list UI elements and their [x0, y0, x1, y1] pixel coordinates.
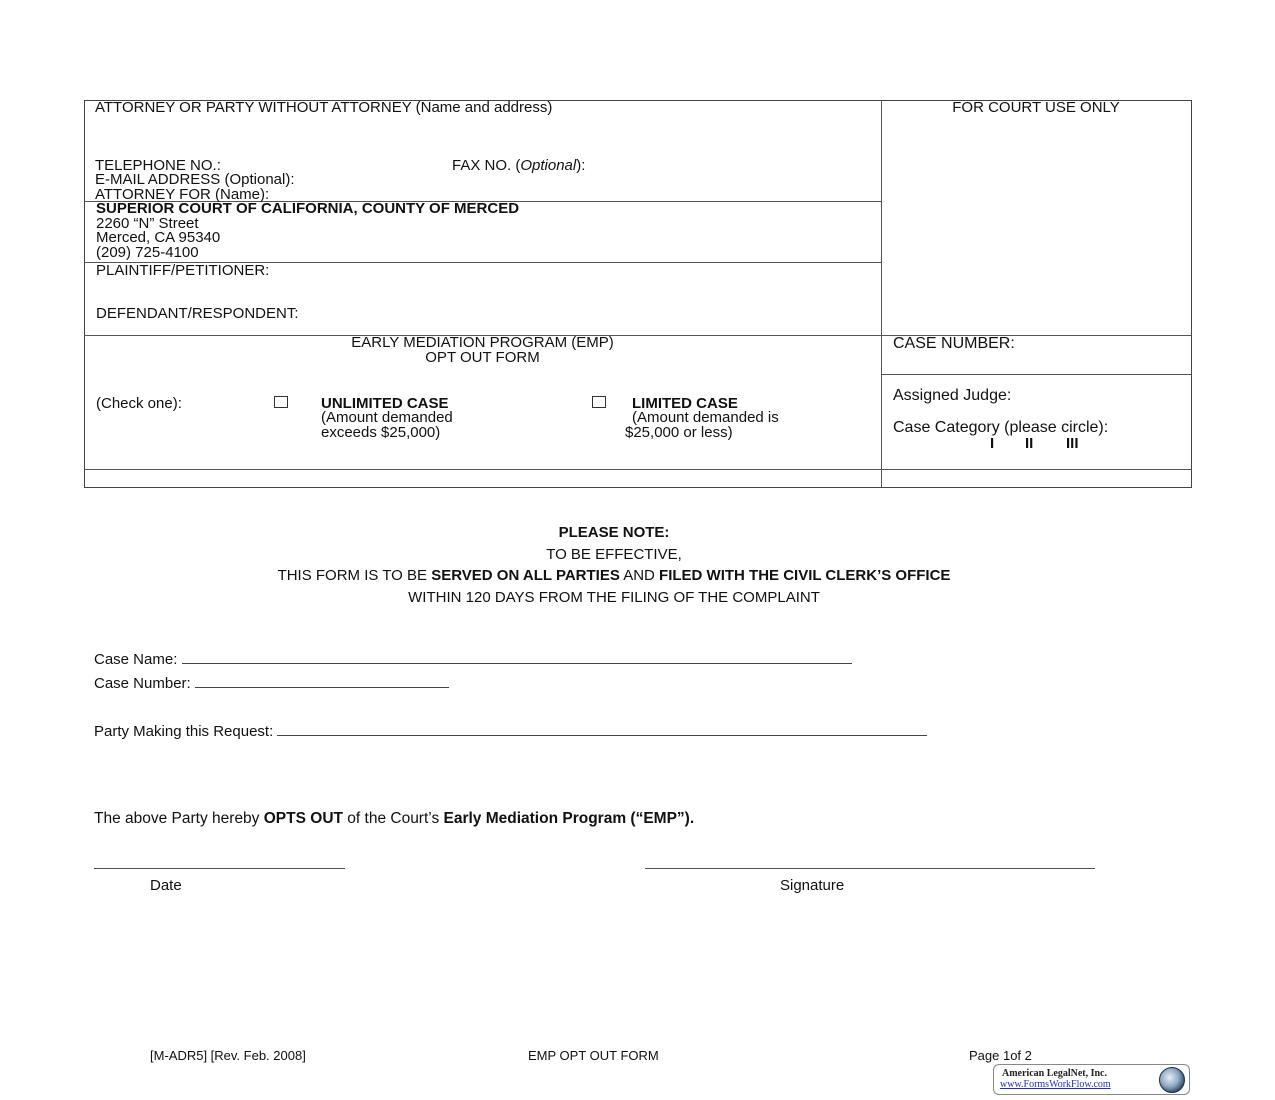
case-number-field [94, 675, 449, 692]
attorney-for-label: ATTORNEY FOR (Name): [95, 186, 270, 203]
court-name: SUPERIOR COURT OF CALIFORNIA, COUNTY OF MERCED [96, 200, 520, 217]
case-name-label: Case Name: [94, 651, 178, 668]
court-city: Merced, CA 95340 [96, 229, 221, 246]
notice-heading: PLEASE NOTE: [558, 524, 670, 541]
limited-case-title: LIMITED CASE [632, 395, 738, 412]
logo-website-link[interactable]: www.FormsWorkFlow.com [1000, 1079, 1111, 1090]
date-label: Date [150, 877, 182, 894]
defendant-label: DEFENDANT/RESPONDENT: [96, 305, 299, 322]
assigned-judge-label: Assigned Judge: [893, 387, 1012, 404]
signature-line[interactable] [645, 868, 1095, 869]
form-title-line1: EARLY MEDIATION PROGRAM (EMP) [351, 334, 614, 351]
unlimited-case-title: UNLIMITED CASE [321, 395, 449, 412]
court-use-only-label: FOR COURT USE ONLY [952, 99, 1120, 116]
case-category-option-3[interactable]: III [1066, 435, 1079, 452]
case-category-label: Case Category (please circle): [893, 419, 1109, 436]
caption-column-divider [881, 100, 882, 487]
case-category-option-1[interactable]: I [990, 435, 995, 452]
fax-label: FAX NO. (Optional): [452, 157, 586, 174]
footer-page-number: Page 1of 2 [969, 1048, 1032, 1063]
limited-case-desc-2: $25,000 or less) [625, 424, 733, 441]
case-number-input-line[interactable] [195, 675, 449, 688]
logo-company-name: American LegalNet, Inc. [1002, 1068, 1107, 1079]
date-line[interactable] [94, 868, 345, 869]
divider-bottom-row [84, 469, 1191, 470]
footer-form-id: [M-ADR5] [Rev. Feb. 2008] [150, 1048, 306, 1063]
attorney-label: ATTORNEY OR PARTY WITHOUT ATTORNEY (Name and address) [95, 99, 553, 116]
court-phone: (209) 725-4100 [96, 244, 199, 261]
case-category-option-2[interactable]: II [1025, 435, 1034, 452]
footer-form-name: EMP OPT OUT FORM [528, 1048, 659, 1063]
opt-out-statement: The above Party hereby OPTS OUT of the Court’s Early Mediation Program (“EMP”). [94, 810, 695, 827]
case-number-label: CASE NUMBER: [893, 335, 1015, 352]
american-legalnet-logo[interactable] [993, 1064, 1190, 1095]
divider-casenum-judge [881, 374, 1191, 375]
case-name-input-line[interactable] [182, 651, 852, 664]
limited-case-desc-1: (Amount demanded is [632, 409, 779, 426]
unlimited-case-desc-2: exceeds $25,000) [321, 424, 441, 441]
signature-label: Signature [780, 877, 845, 894]
globe-icon [1159, 1067, 1185, 1093]
case-name-field [94, 651, 852, 668]
party-field [94, 723, 927, 740]
unlimited-case-desc-1: (Amount demanded [321, 409, 453, 426]
limited-case-checkbox[interactable] [592, 396, 606, 408]
check-one-label: (Check one): [96, 395, 182, 412]
party-input-line[interactable] [277, 723, 927, 736]
notice-line2: THIS FORM IS TO BE SERVED ON ALL PARTIES AND FILED WITH THE CIVIL CLERK’S OFFICE [277, 567, 951, 584]
court-street: 2260 “N” Street [96, 215, 199, 232]
case-number-field-label: Case Number: [94, 675, 191, 692]
form-title-line2: OPT OUT FORM [425, 349, 540, 366]
email-label: E-MAIL ADDRESS (Optional): [95, 171, 295, 188]
unlimited-case-checkbox[interactable] [274, 396, 288, 408]
telephone-label: TELEPHONE NO.: [95, 157, 221, 174]
notice-line3: WITHIN 120 DAYS FROM THE FILING OF THE COMPLAINT [408, 589, 820, 606]
plaintiff-label: PLAINTIFF/PETITIONER: [96, 262, 270, 279]
party-label: Party Making this Request: [94, 723, 274, 740]
notice-line1: TO BE EFFECTIVE, [546, 546, 682, 563]
